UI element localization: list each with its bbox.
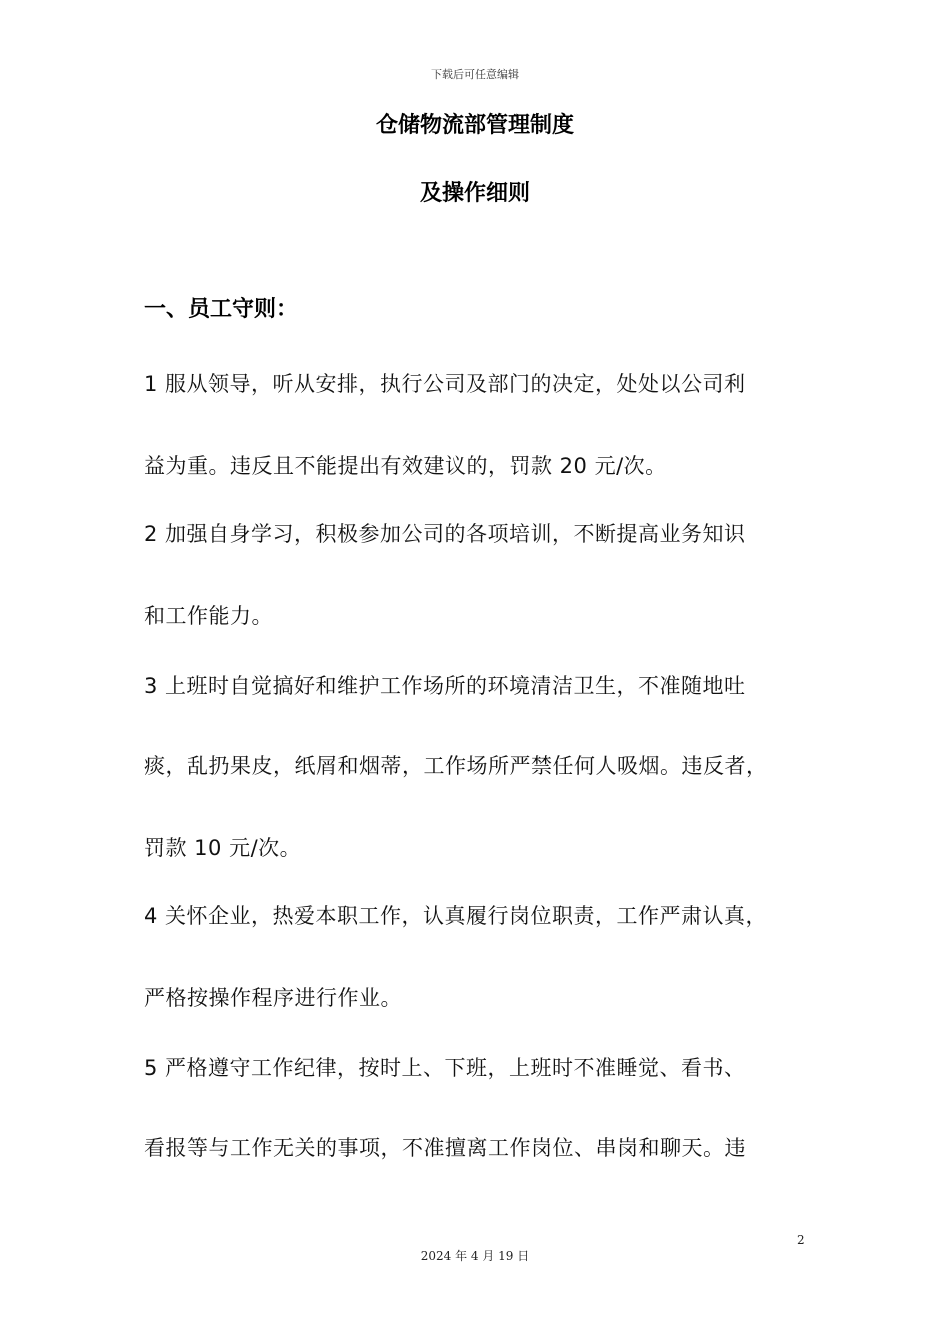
header-note: 下载后可任意编辑 bbox=[431, 68, 519, 81]
body-line: 痰，乱扔果皮，纸屑和烟蒂，工作场所严禁任何人吸烟。违反者， bbox=[144, 754, 768, 778]
body-line: 5 严格遵守工作纪律，按时上、下班，上班时不准睡觉、看书、 bbox=[144, 1056, 746, 1080]
body-line: 罚款 10 元/次。 bbox=[144, 836, 302, 860]
body-line: 益为重。违反且不能提出有效建议的，罚款 20 元/次。 bbox=[144, 454, 667, 478]
body-line: 3 上班时自觉搞好和维护工作场所的环境清洁卫生，不准随地吐 bbox=[144, 674, 746, 698]
page-number: 2 bbox=[797, 1233, 805, 1247]
body-line: 4 关怀企业，热爱本职工作，认真履行岗位职责，工作严肃认真， bbox=[144, 904, 768, 928]
document-title-line-2: 及操作细则 bbox=[419, 181, 530, 206]
body-line: 1 服从领导，听从安排，执行公司及部门的决定，处处以公司利 bbox=[144, 372, 746, 396]
section-heading: 一、员工守则： bbox=[144, 297, 299, 322]
body-line: 看报等与工作无关的事项，不准擅离工作岗位、串岗和聊天。违 bbox=[144, 1136, 746, 1160]
footer-date: 2024 年 4 月 19 日 bbox=[420, 1249, 530, 1263]
body-line: 严格按操作程序进行作业。 bbox=[144, 986, 402, 1010]
document-title-line-1: 仓储物流部管理制度 bbox=[375, 113, 574, 138]
body-line: 和工作能力。 bbox=[144, 604, 273, 628]
body-line: 2 加强自身学习，积极参加公司的各项培训，不断提高业务知识 bbox=[144, 522, 746, 546]
